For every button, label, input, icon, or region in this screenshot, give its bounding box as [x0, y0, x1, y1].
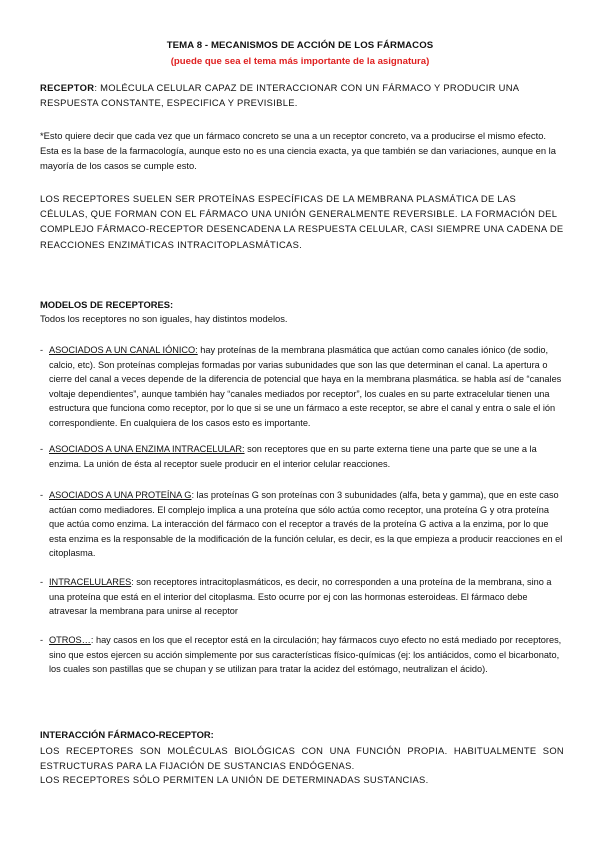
bullet-dash: - — [40, 577, 44, 587]
receptor-definition — [40, 80, 564, 110]
model-item-g-protein — [40, 488, 564, 561]
model-item-label: ASOCIADOS A UNA ENZIMA INTRACELULAR: — [49, 444, 245, 454]
receptor-proteins-paragraph: LOS RECEPTORES SUELEN SER PROTEÍNAS ESPECÍFICAS DE LA MEMBRANA PLASMÁTICA DE LAS CÉLULAS, QUE FORMAN CON EL FÁRMACO UNA UNIÓN GENERALMENTE REVERSIBLE. LA FORMACIÓN DEL COMPLEJO FÁRMACO-RECEPTOR DESENCADENA LA RESPUESTA CELULAR, CASI SIEMPRE UNA CADENA DE REACCIONES ENZIMÁTICAS INTRACITOPLASMÁTICAS. — [40, 193, 564, 250]
page-title: TEMA 8 - MECANISMOS DE ACCIÓN DE LOS FÁRMACOS — [166, 40, 434, 51]
model-item-text: hay proteínas de la membrana plasmática que actúan como canales iónico (de sodio, calcio, etc). Son proteínas complejas formadas por varias subunidades que son las que determinan el canal. La apertura o cierre del canal a veces depende de la diferencia de potencial que haya en la membrana plasmática. se habla así de “canales voltaje dependientes”, aunque también hay “canales mediados por receptor”, los cuales en su parte extracelular tienen una estructura que funciona como receptor, por lo que si se une un fármaco a este receptor, se abre el canal y entra o sale el ión correspondiente. En cualquiera de los casos esto es importante. — [49, 345, 562, 428]
interaction-paragraph: LOS RECEPTORES SON MOLÉCULAS BIOLÓGICAS CON UNA FUNCIÓN PROPIA. HABITUALMENTE SON ESTRUCTURAS PARA LA FIJACIÓN DE SUSTANCIAS ENDÓGENAS. — [40, 745, 564, 771]
model-item-intracellular — [40, 575, 564, 619]
model-item-label: ASOCIADOS A UNA PROTEÍNA G — [49, 490, 192, 500]
model-item-label: OTROS… — [49, 635, 91, 645]
model-item-label: INTRACELULARES — [49, 577, 132, 587]
model-item-enzyme — [40, 442, 564, 471]
receptor-term: RECEPTOR — [40, 82, 95, 93]
page-subtitle: (puede que sea el tema más importante de la asignatura) — [170, 56, 430, 67]
interaction-line2: LOS RECEPTORES SÓLO PERMITEN LA UNIÓN DE DETERMINADAS SUSTANCIAS. — [40, 774, 429, 785]
model-item-text: : las proteínas G son proteínas con 3 subunidades (alfa, beta y gamma), que en este caso actúan como mediadores. El complejo implica a una proteína que sólo actúa como receptor, una proteína G y otra proteína que actúa como enzima. La interacción del fármaco con el receptor a través de la proteína G activa a la enzima, por lo que esta enzima es la responsable de la modificación de la función celular, es decir, es la que empieza a producir reacciones en el citoplasma. — [49, 490, 563, 559]
bullet-dash: - — [40, 345, 44, 355]
model-item-label: ASOCIADOS A UN CANAL IÓNICO: — [49, 345, 198, 355]
model-item-ion-channel — [40, 343, 564, 431]
bullet-dash: - — [40, 490, 44, 500]
model-item-text: son receptores que en su parte externa tiene una parte que se une a la enzima. La unión de ésta al receptor suele producir en el interior celular reacciones. — [49, 444, 537, 469]
model-item-text: : hay casos en los que el receptor está en la circulación; hay fármacos cuyo efecto no está mediado por receptores, sino que estos ejercen su acción simplemente por sus características físico-químicas (ej: los antiácidos, como el bicarbonato, los cuales son pastillas que se chupan y se utilizan para tratar la acidez del estómago, neutralizan el ácido). — [49, 635, 562, 675]
bullet-dash: - — [40, 444, 44, 454]
bullet-dash: - — [40, 635, 44, 645]
models-intro: Todos los receptores no son iguales, hay distintos modelos. — [40, 313, 288, 324]
interaction-heading: INTERACCIÓN FÁRMACO-RECEPTOR: — [40, 729, 214, 740]
models-heading: MODELOS DE RECEPTORES: — [40, 299, 174, 310]
model-item-text: : son receptores intracitoplasmáticos, es decir, no corresponden a una proteína de la membrana, sino a una proteína que está en el interior del citoplasma. Esto ocurre por ej con las hormonas esteroideas. El fármaco debe atravesar la membrana para unirse al receptor — [49, 577, 552, 617]
receptor-note: *Esto quiere decir que cada vez que un fármaco concreto se una a un receptor concreto, va a producirse el mismo efecto. Esta es la base de la farmacología, aunque esto no es una ciencia exacta, ya que también se dan variaciones, aunque en la mayoría de los casos se cumple esto. — [40, 130, 556, 172]
model-item-others — [40, 633, 564, 677]
receptor-definition-text: : MOLÉCULA CELULAR CAPAZ DE INTERACCIONAR CON UN FÁRMACO Y PRODUCIR UNA RESPUESTA CONSTANTE, ESPECIFICA Y PREVISIBLE. — [40, 82, 519, 109]
